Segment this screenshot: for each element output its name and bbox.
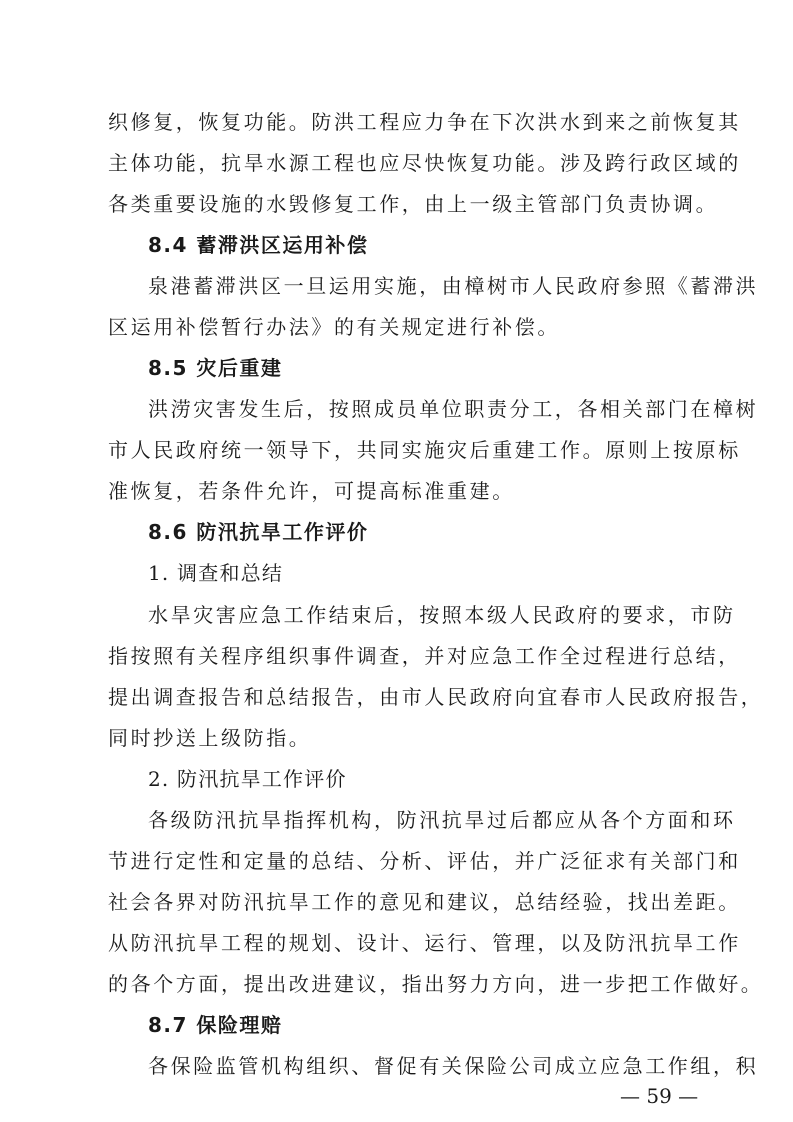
paragraph-line: 洪涝灾害发生后，按照成员单位职责分工，各相关部门在樟树 (148, 397, 759, 421)
section-heading-8-5: 8.5 灾后重建 (148, 356, 283, 380)
paragraph-line: 准恢复，若条件允许，可提高标准重建。 (108, 479, 515, 503)
page-number: — 59 — (620, 1084, 699, 1108)
paragraph-line: 指按照有关程序组织事件调查，并对应急工作全过程进行总结， (108, 644, 741, 668)
paragraph-line: 提出调查报告和总结报告，由市人民政府向宜春市人民政府报告， (108, 685, 764, 709)
paragraph-line: 社会各界对防汛抗旱工作的意见和建议，总结经验，找出差距。 (108, 890, 741, 914)
paragraph-line: 各级防汛抗旱指挥机构，防汛抗旱过后都应从各个方面和环 (148, 808, 736, 832)
paragraph-line: 各类重要设施的水毁修复工作，由上一级主管部门负责协调。 (108, 192, 719, 216)
paragraph-line: 泉港蓄滞洪区一旦运用实施，由樟树市人民政府参照《蓄滞洪 (148, 274, 759, 298)
paragraph-line: 主体功能，抗旱水源工程也应尽快恢复功能。涉及跨行政区域的 (108, 151, 741, 175)
subsection-heading-1: 1. 调查和总结 (148, 561, 284, 585)
paragraph-line: 织修复，恢复功能。防洪工程应力争在下次洪水到来之前恢复其 (108, 110, 741, 134)
subsection-heading-2: 2. 防汛抗旱工作评价 (148, 767, 347, 791)
paragraph-line: 节进行定性和定量的总结、分析、评估，并广泛征求有关部门和 (108, 849, 741, 873)
paragraph-line: 市人民政府统一领导下，共同实施灾后重建工作。原则上按原标 (108, 438, 741, 462)
paragraph-line: 各保险监管机构组织、督促有关保险公司成立应急工作组，积 (148, 1054, 759, 1078)
paragraph-line: 区运用补偿暂行办法》的有关规定进行补偿。 (108, 315, 560, 339)
paragraph-line: 的各个方面，提出改进建议，指出努力方向，进一步把工作做好。 (108, 972, 764, 996)
paragraph-line: 水旱灾害应急工作结束后，按照本级人民政府的要求，市防 (148, 603, 736, 627)
section-heading-8-7: 8.7 保险理赔 (148, 1013, 283, 1037)
paragraph-line: 同时抄送上级防指。 (108, 726, 312, 750)
paragraph-line: 从防汛抗旱工程的规划、设计、运行、管理，以及防汛抗旱工作 (108, 931, 741, 955)
section-heading-8-4: 8.4 蓄滞洪区运用补偿 (148, 233, 369, 257)
section-heading-8-6: 8.6 防汛抗旱工作评价 (148, 520, 369, 544)
